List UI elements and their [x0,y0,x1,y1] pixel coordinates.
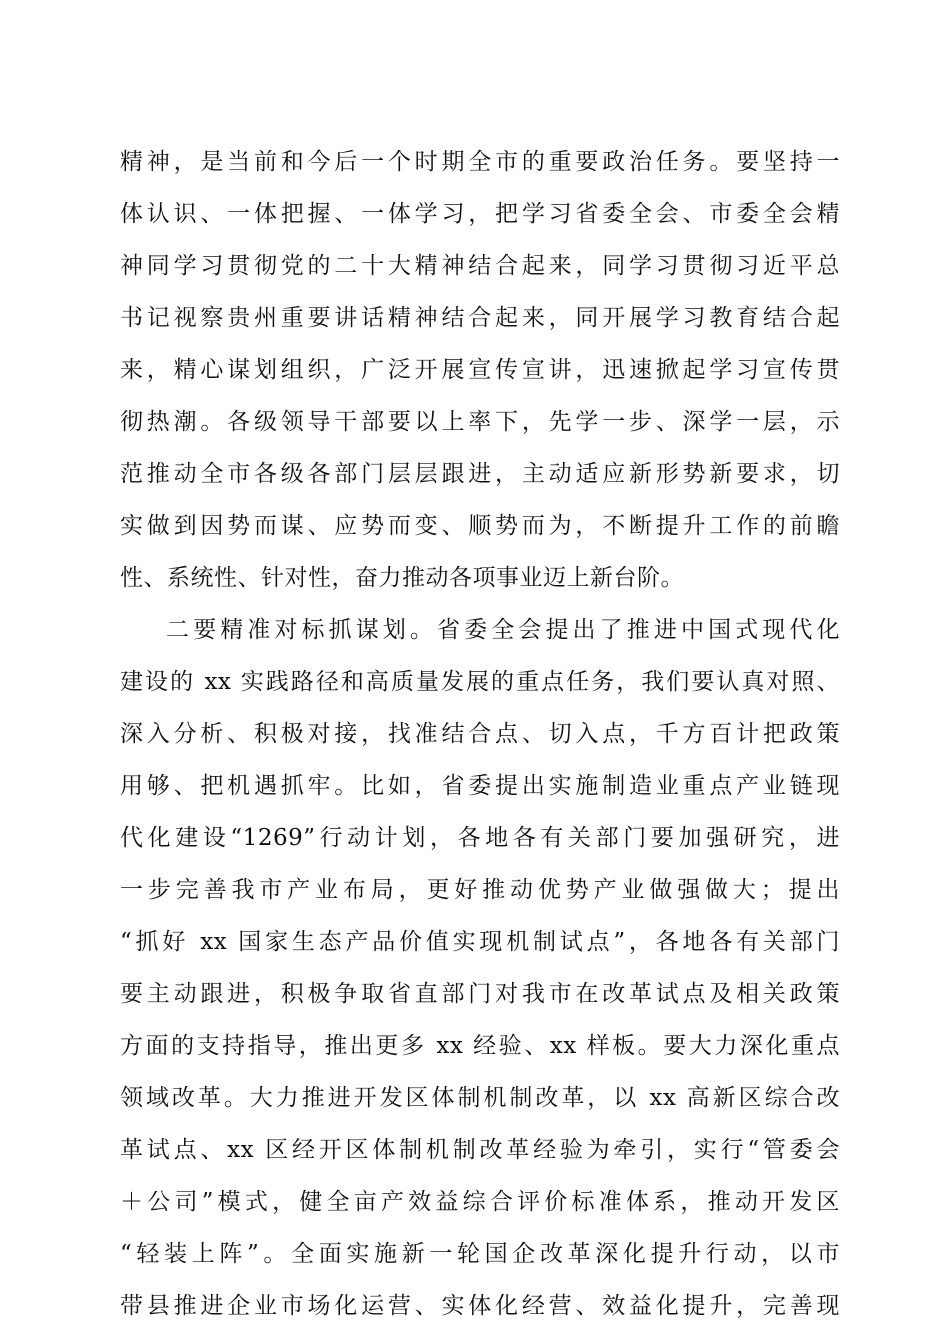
text-line: 书记视察贵州重要讲话精神结合起来，同开展学习教育结合起 [120,305,840,331]
text-line: 要主动跟进，积极争取省直部门对我市在改革试点及相关政策 [120,981,840,1007]
text-line: 范推动全市各级各部门层层跟进，主动适应新形势新要求，切 [120,461,840,487]
text-line: “轻装上阵”。全面实施新一轮国企改革深化提升行动，以市 [120,1241,840,1267]
text-line: 代化建设“1269”行动计划，各地各有关部门要加强研究，进 [120,825,840,851]
text-line: 实做到因势而谋、应势而变、顺势而为，不断提升工作的前瞻 [120,513,840,539]
text-line: 领域改革。大力推进开发区体制机制改革，以 xx 高新区综合改 [120,1085,840,1111]
text-line: 体认识、一体把握、一体学习，把学习省委全会、市委全会精 [120,201,840,227]
text-line: ＋公司”模式，健全亩产效益综合评价标准体系，推动开发区 [120,1189,840,1215]
text-line: 神同学习贯彻党的二十大精神结合起来，同学习贯彻习近平总 [120,253,840,279]
paragraph-end-line: 性、系统性、针对性，奋力推动各项事业迈上新台阶。 [120,565,684,591]
text-line: 建设的 xx 实践路径和高质量发展的重点任务，我们要认真对照、 [120,669,840,695]
text-line: 革试点、xx 区经开区体制机制改革经验为牵引，实行“管委会 [120,1137,840,1163]
text-line: 深入分析、积极对接，找准结合点、切入点，千方百计把政策 [120,721,840,747]
document-body [120,136,840,1332]
text-line: 彻热潮。各级领导干部要以上率下，先学一步、深学一层，示 [120,409,840,435]
text-line: 一步完善我市产业布局，更好推动优势产业做强做大；提出 [120,877,840,903]
text-line: 用够、把机遇抓牢。比如，省委提出实施制造业重点产业链现 [120,773,840,799]
text-line: “抓好 xx 国家生态产品价值实现机制试点”，各地各有关部门 [120,929,840,955]
text-line: 带县推进企业市场化运营、实体化经营、效益化提升，完善现 [120,1293,840,1319]
paragraph-start-line: 二要精准对标抓谋划。省委全会提出了推进中国式现代化 [166,617,840,643]
text-line: 精神，是当前和今后一个时期全市的重要政治任务。要坚持一 [120,149,840,175]
text-line: 方面的支持指导，推出更多 xx 经验、xx 样板。要大力深化重点 [120,1033,840,1059]
text-line: 来，精心谋划组织，广泛开展宣传宣讲，迅速掀起学习宣传贯 [120,357,840,383]
